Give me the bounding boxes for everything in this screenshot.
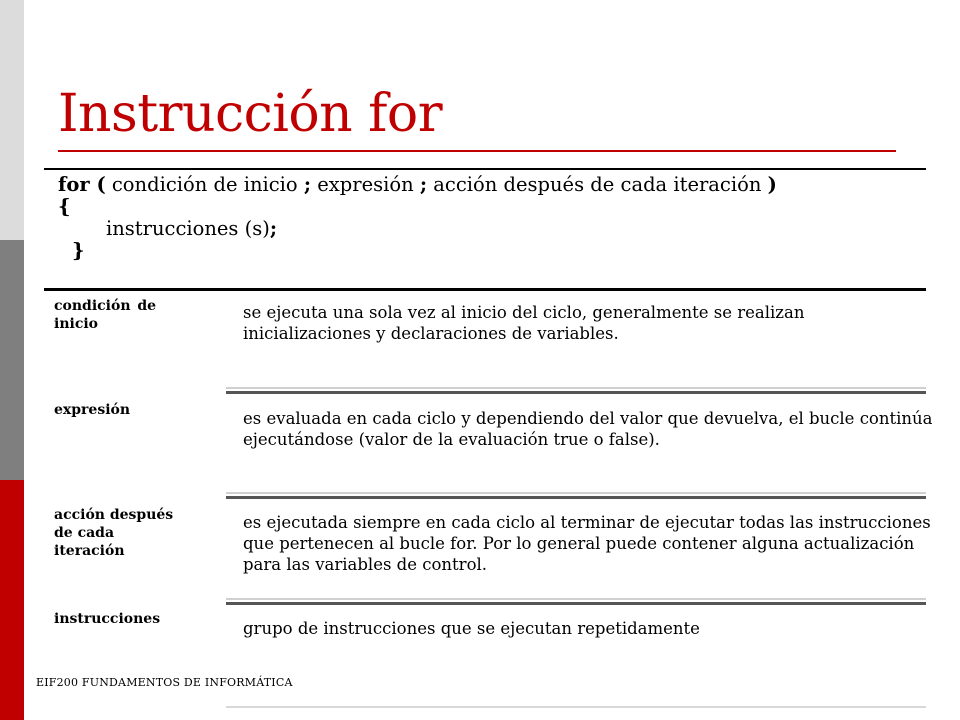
for-syntax-block (58, 174, 918, 262)
desc-expresion: es evaluada en cada ciclo y dependiendo del valor que devuelva, el bucle continúa ejecutándose (valor de la evaluación true o false). (243, 409, 933, 449)
syntax-close-paren: ) (767, 173, 777, 196)
row-divider-shadow-1 (226, 387, 926, 389)
row-divider-2 (226, 496, 926, 499)
syntax-body-line (58, 218, 918, 240)
desc-accion: es ejecutada siempre en cada ciclo al terminar de ejecutar todas las instrucciones que pertenecen al bucle for. Por lo general puede contener alguna actualización para las variables de control. (243, 513, 931, 574)
syntax-condition: condición de inicio (105, 173, 304, 196)
term-instrucciones: instrucciones (54, 611, 161, 627)
syntax-bottom-rule (44, 288, 926, 291)
syntax-semicolon-2: ; (419, 173, 428, 196)
table-top-rule (44, 168, 926, 170)
syntax-semicolon-1: ; (303, 173, 312, 196)
desc-condicion-inicio: se ejecuta una sola vez al inicio del ciclo, generalmente se realizan inicializaciones y declaraciones de variables. (243, 303, 805, 343)
title-underline (58, 150, 896, 152)
term-expresion: expresión (54, 402, 131, 418)
sidebar-dark-band (0, 240, 24, 480)
sidebar-decoration (0, 0, 24, 720)
slide-title: Instrucción for (58, 84, 443, 144)
desc-instrucciones: grupo de instrucciones que se ejecutan repetidamente (243, 619, 700, 638)
sidebar-red-band (0, 480, 24, 720)
syntax-action: acción después de cada iteración (427, 173, 768, 196)
syntax-line-header (58, 174, 918, 196)
syntax-close-brace: } (72, 239, 85, 262)
syntax-body-semicolon: ; (269, 217, 278, 240)
syntax-body: instrucciones (s) (106, 217, 270, 240)
footer-divider (226, 706, 926, 708)
syntax-expression: expresión (311, 173, 420, 196)
syntax-open-brace: { (58, 195, 71, 218)
row-divider-shadow-2 (226, 492, 926, 494)
sidebar-light-band (0, 0, 24, 240)
term-accion: acción después de cada iteración (54, 507, 174, 559)
footer-course: EIF200 FUNDAMENTOS DE INFORMÁTICA (36, 676, 293, 689)
row-divider-3 (226, 602, 926, 605)
for-keyword: for ( (58, 173, 106, 196)
row-divider-shadow-3 (226, 598, 926, 600)
term-condicion-inicio: condición de inicio (54, 298, 157, 332)
row-divider-1 (226, 391, 926, 394)
